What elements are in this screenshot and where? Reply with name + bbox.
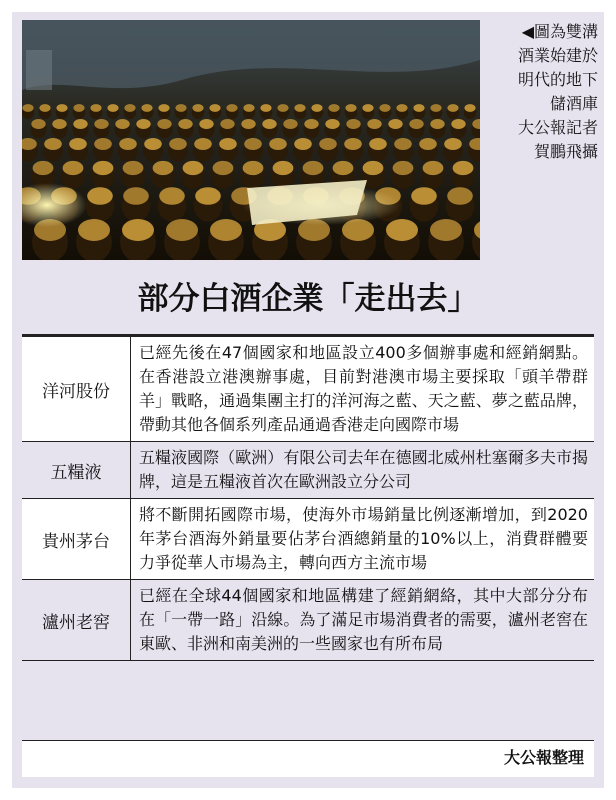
caption-line: 大公報記者 [517, 118, 598, 137]
photo-caption [490, 20, 598, 164]
table-row [22, 337, 594, 442]
table-row [22, 442, 594, 499]
caption-line: 明代的地下 [517, 70, 598, 89]
company-name: 貴州茅台 [22, 499, 131, 579]
article-panel [12, 12, 604, 788]
company-description: 已經先後在47個國家和地區設立400多個辦事處和經銷網點。在香港設立港澳辦事處，目前對港澳市場主要採取「頭羊帶群羊」戰略，通過集團主打的洋河海之藍、天之藍、夢之藍品牌，帶動其他各個系列產品通過香港走向國際市場 [139, 343, 588, 434]
caption-line: 儲酒庫 [549, 94, 598, 113]
source-credit [22, 740, 594, 777]
company-name: 瀘州老窖 [22, 580, 131, 660]
company-description: 五糧液國際（歐洲）有限公司去年在德國北威州杜塞爾多夫市揭牌，這是五糧液首次在歐洲設立分公司 [139, 448, 588, 491]
table-row [22, 499, 594, 580]
company-name: 五糧液 [22, 442, 131, 498]
caption-line: 賀鵬飛攝 [533, 142, 598, 161]
company-description: 將不斷開拓國際市場，使海外市場銷量比例逐漸增加，到2020年茅台酒海外銷量要佔茅台酒總銷量的10%以上，消費群體要力爭從華人市場為主，轉向西方主流市場 [139, 505, 588, 572]
cellar-photo [22, 20, 480, 260]
caption-line: ◀圖為雙溝 [521, 22, 598, 41]
company-name: 洋河股份 [22, 337, 131, 441]
headline: 部分白酒企業「走出去」 [137, 281, 479, 317]
source-credit-text: 大公報整理 [503, 748, 584, 767]
company-description: 已經在全球44個國家和地區構建了經銷網絡，其中大部分分布在「一帶一路」沿線。為了滿足市場消費者的需要，瀘州老窖在東歐、非洲和南美洲的一些國家也有所布局 [139, 586, 588, 653]
cellar-photo-illustration [22, 20, 480, 260]
table-row [22, 580, 594, 661]
company-table [22, 334, 594, 661]
caption-line: 酒業始建於 [517, 46, 598, 65]
